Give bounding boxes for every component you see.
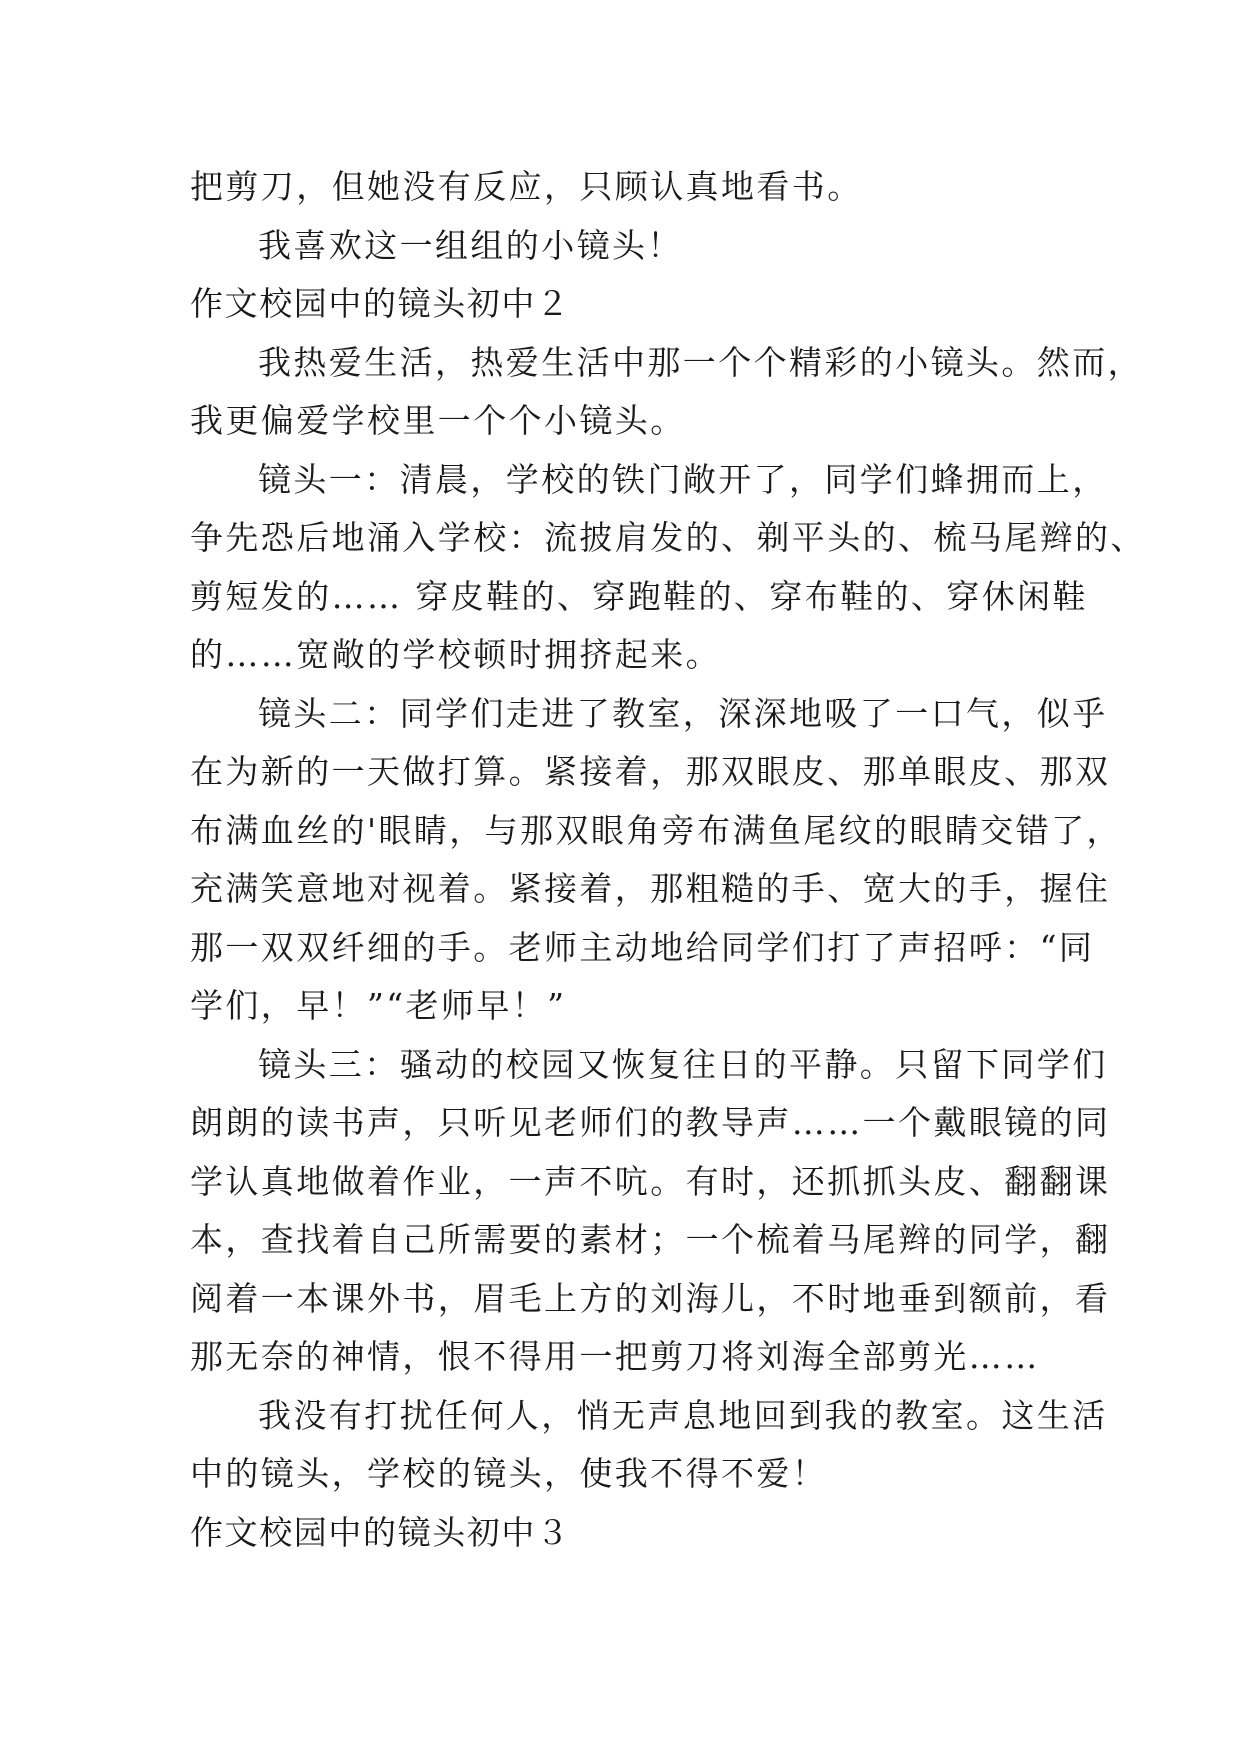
paragraph-line: 那一双双纤细的手。老师主动地给同学们打了声招呼：“同 bbox=[190, 927, 1095, 967]
paragraph-line: 镜头二：同学们走进了教室，深深地吸了一口气，似乎 bbox=[258, 693, 1108, 733]
paragraph-line: 我喜欢这一组组的小镜头！ bbox=[258, 225, 683, 265]
paragraph-line: 镜头三：骚动的校园又恢复往日的平静。只留下同学们 bbox=[258, 1044, 1108, 1084]
paragraph-line: 在为新的一天做打算。紧接着，那双眼皮、那单眼皮、那双 bbox=[190, 752, 1111, 791]
paragraph-line: 我热爱生活，热爱生活中那一个个精彩的小镜头。然而， bbox=[258, 342, 1143, 382]
paragraph-line: 学们，早！”“老师早！” bbox=[190, 986, 567, 1025]
paragraph-line: 本，查找着自己所需要的素材；一个梳着马尾辫的同学，翻 bbox=[190, 1220, 1111, 1259]
paragraph-line: 我更偏爱学校里一个个小镜头。 bbox=[190, 401, 686, 440]
paragraph-line: 朗朗的读书声，只听见老师们的教导声……一个戴眼镜的同 bbox=[190, 1103, 1111, 1142]
paragraph-line: 布满血丝的'眼睛，与那双眼角旁布满鱼尾纹的眼睛交错了， bbox=[190, 810, 1122, 850]
paragraph-line: 中的镜头，学校的镜头，使我不得不爱！ bbox=[190, 1454, 828, 1493]
section-heading: 作文校园中的镜头初中３ bbox=[190, 1512, 571, 1552]
paragraph-line: 学认真地做着作业，一声不吭。有时，还抓抓头皮、翻翻课 bbox=[190, 1161, 1111, 1201]
paragraph-line: 阅着一本课外书，眉毛上方的刘海儿，不时地垂到额前，看 bbox=[190, 1278, 1111, 1318]
paragraph-line: 争先恐后地涌入学校：流披肩发的、剃平头的、梳马尾辫的、 bbox=[190, 518, 1146, 557]
paragraph-line: 充满笑意地对视着。紧接着，那粗糙的手、宽大的手，握住 bbox=[190, 869, 1111, 908]
paragraph-line: 镜头一：清晨，学校的铁门敞开了，同学们蜂拥而上， bbox=[258, 459, 1108, 499]
paragraph-line: 我没有打扰任何人，悄无声息地回到我的教室。这生活 bbox=[258, 1395, 1108, 1435]
paragraph-line: 剪短发的…… 穿皮鞋的、穿跑鞋的、穿布鞋的、穿休闲鞋 bbox=[190, 576, 1088, 616]
paragraph-line: 那无奈的神情，恨不得用一把剪刀将刘海全部剪光…… bbox=[190, 1337, 1040, 1376]
section-heading: 作文校园中的镜头初中２ bbox=[190, 284, 571, 323]
paragraph-line: 把剪刀，但她没有反应，只顾认真地看书。 bbox=[190, 167, 863, 206]
document-body bbox=[190, 158, 1146, 1562]
paragraph-line: 的……宽敞的学校顿时拥挤起来。 bbox=[190, 635, 721, 674]
